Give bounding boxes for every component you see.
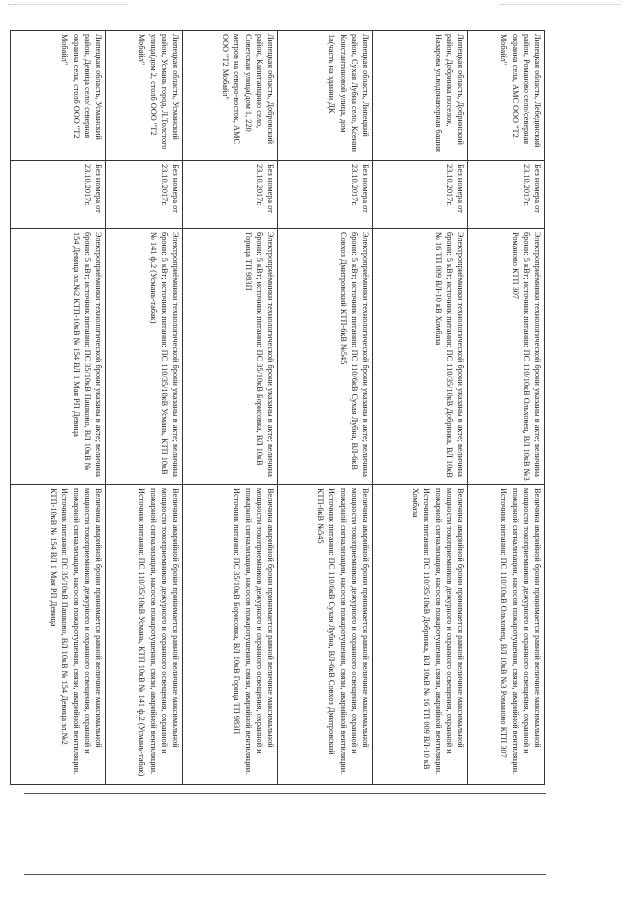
act-cell: Без номера от 23.10.2017г. [373,161,468,229]
table-row [373,31,468,785]
act-cell: Без номера от 23.10.2017г. [106,161,183,229]
table-row [278,31,373,785]
emergency-reserve-cell: Величина аварийной брони принимается равной величине максимальной мощности токоприемников дежурного и охранного освещения, охранной и пожарной сигнализации, насосов пожаротушения, связи, аварийной вентиляции. Источник питания: ПС 110/35/10кВ Добринка, ВЛ 10кВ № 16 ТП 009 ВЛ-10 кВ Хомбаза [373,485,468,785]
act-cell: Без номера от 23.10.2017г. [11,161,106,229]
emergency-reserve-cell: Величина аварийной брони принимается равной величине максимальной мощности токоприемников дежурного и охранного освещения, охранной и пожарной сигнализации, насосов пожаротушения, связи, аварийной вентиляции. Источник питания: ПС 35/10кВ Пашково, ВЛ 10кВ № 154 Девица эл.№2 КТП-10кВ № 154 ВЛ 1 Мая РП Девица [11,485,106,785]
table-row [11,31,106,785]
tech-reserve-cell: Электроприёмники технологической брони указаны в акте; величина брони: 5 кВт; источник питания: ПС 35/10кВ Борисовка, ВЛ 10кВ Горица ТП 983П [183,229,278,485]
table-row [183,31,278,785]
act-cell: Без номера от 23.10.2017г. [468,161,545,229]
act-cell: Без номера от 23.10.2017г. [183,161,278,229]
signature-line [24,874,546,875]
address-cell: Липецкая область, Усманский район, Усмань город, Л.Толстого улица(дом 2, столб ООО "Т2 Мобайл" [106,31,183,161]
tech-reserve-cell: Электроприёмники технологической брони указаны в акте; величина брони: 5 кВт; источник питания: ПС 110/35/10кВ Усмань, КТП 10кВ № 141 ф.2 (Усмань-табак) [106,229,183,485]
address-cell: Липецкая область, Лебедянский район, Романово село/северная окраина села, АМС ООО "Т2 Мобайл" [468,31,545,161]
scan-artifact [8,4,128,5]
address-cell: Липецкая область, Усманский район, Девица село/ северная окраина села, столб ООО "Т2 Мобайл" [11,31,106,161]
emergency-reserve-cell: Величина аварийной брони принимается равной величине максимальной мощности токоприемников дежурного и охранного освещения, охранной и пожарной сигнализации, насосов пожаротушения, связи, аварийной вентиляции. Источник питания: ПС 110/35/10кВ Усмань, КТП 10кВ № 141 ф.2 (Усмань-табак) [106,485,183,785]
address-cell: Липецкая область, Липецкий район, Сухая Лубна село, Ксении Константиновой улица, дом 1а(часть на здании ДК [278,31,373,161]
tech-reserve-cell: Электроприёмники технологической брони указаны в акте; величина брони: 5 кВт; источник питания: ПС 110/35/10кВ Добринка, ВЛ 10кВ № 16 ТП 009 ВЛ-10 кВ Хомбаза [373,229,468,485]
act-cell: Без номера от 23.10.2017г. [278,161,373,229]
tech-reserve-cell: Электроприёмники технологической брони указаны в акте; величина брони: 5 кВт; источник питания: ПС 110/10кВ Ольховец, ВЛ 10кВ №3 Романово КТП 307 [468,229,545,485]
emergency-reserve-cell: Величина аварийной брони принимается равной величине максимальной мощности токоприемников дежурного и охранного освещения, охранной и пожарной сигнализации, насосов пожаротушения, связи, аварийной вентиляции. Источник питания: ПС 110/10кВ Ольховец, ВЛ 10кВ №3 Романово КТП 307 [468,485,545,785]
table-row [468,31,545,785]
emergency-reserve-cell: Величина аварийной брони принимается равной величине максимальной мощности токоприемников дежурного и охранного освещения, охранной и пожарной сигнализации, насосов пожаротушения, связи, аварийной вентиляции. Источник питания: ПС 35/10кВ Борисовка, ВЛ 10кВ Горица ТП 983П [183,485,278,785]
emergency-reserve-cell: Величина аварийной брони принимается равной величине максимальной мощности токоприемников дежурного и охранного освещения, охранной и пожарной сигнализации, насосов пожаротушения, связи, аварийной вентиляции. Источник питания: ПС 110/6кВ Сухая Лубна, ВЛ-6кВ Совхоз Дмитровский КТП-6кВ №545 [278,485,373,785]
address-cell: Липецкая область, Добринский район, Добринка поселок, Назарова ул.водонапорная башня [373,31,468,161]
power-reserve-table [10,30,545,785]
table-row [106,31,183,785]
signature-line [24,793,546,794]
address-cell: Липецкая область, Добровский район, Капитанщино село, Советская улица(дом 1, 220 метров на северо-восток, АМС ООО "Т2 Мобайл" [183,31,278,161]
scan-artifact [500,4,620,5]
rotated-table-container [10,30,545,784]
tech-reserve-cell: Электроприёмники технологической брони указаны в акте; величина брони: 5 кВт; источник питания: ПС 35/10кВ Пашково, ВЛ 10кВ № 154 Девица эл.№2 КТП-10кВ № 154 ВЛ 1 Мая РП Девица [11,229,106,485]
tech-reserve-cell: Электроприёмники технологической брони указаны в акте; величина брони: 5 кВт; источник питания: ПС 110/6кВ Сухая Лубна, ВЛ-6кВ Совхоз Дмитровский КТП-6кВ №545 [278,229,373,485]
